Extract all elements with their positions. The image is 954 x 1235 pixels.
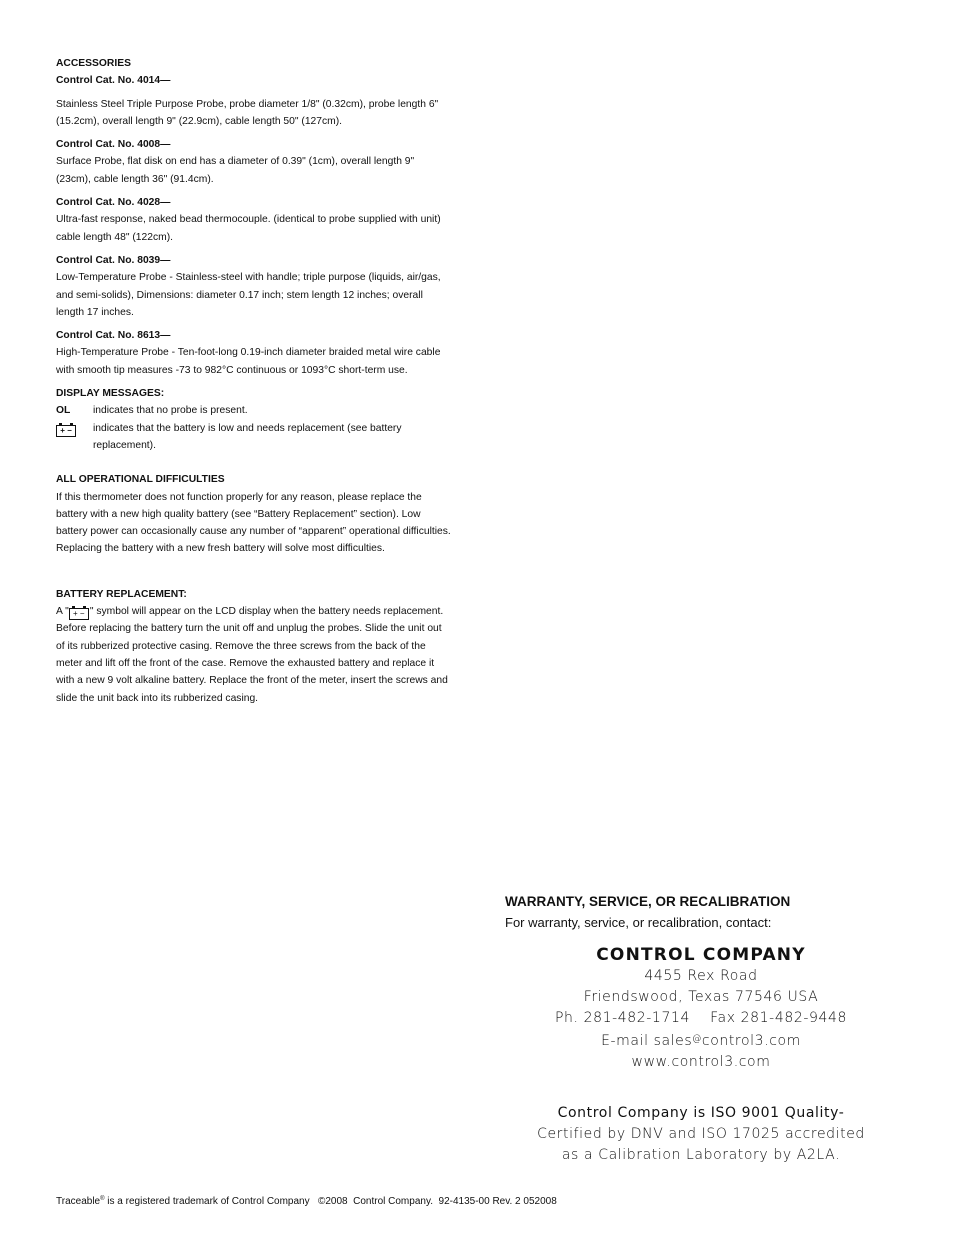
address-line: Friendswood, Texas 77546 USA: [583, 989, 819, 1005]
iso-line: Certified by DNV and ISO 17025 accredited: [537, 1126, 865, 1142]
cat-8613-desc-line: High-Temperature Probe - Ten-foot-long 0.19-inch diameter braided metal wire cable: [56, 347, 441, 359]
cat-4028-label: Control Cat. No. 4028—: [56, 197, 171, 209]
cat-4008-desc-line: Surface Probe, flat disk on end has a diameter of 0.39" (1cm), overall length 9": [56, 156, 415, 168]
cat-8039-desc-line: Low-Temperature Probe - Stainless-steel with handle; triple purpose (liquids, air/gas,: [56, 272, 441, 284]
battery-text: indicates that the battery is low and needs replacement (see battery: [93, 422, 402, 434]
cat-4028-desc-line: cable length 48" (122cm).: [56, 231, 173, 243]
iso-line: as a Calibration Laboratory by A2LA.: [561, 1147, 841, 1163]
cat-8039-label: Control Cat. No. 8039—: [56, 254, 171, 266]
battery-replacement-line: A " + − " symbol will appear on the LCD display when the battery needs replacement.: [56, 606, 444, 619]
difficulties-line: battery with a new high quality battery (see “Battery Replacement” section). Low: [56, 508, 421, 520]
battery-replacement-heading: BATTERY REPLACEMENT:: [56, 588, 187, 600]
website-link[interactable]: www.control3.com: [631, 1054, 771, 1070]
difficulties-line: If this thermometer does not function properly for any reason, please replace the: [56, 491, 422, 503]
ol-text: indicates that no probe is present.: [93, 405, 248, 417]
battery-text: replacement).: [93, 439, 156, 451]
email-line[interactable]: E-mail sales@control3.com: [601, 1033, 801, 1049]
cat-4008-desc-line: (23cm), cable length 36" (91.4cm).: [56, 173, 214, 185]
footer-trademark: Traceable® is a registered trademark of Control Company ©2008 Control Company. 92-4135-00 Rev. 2 052008: [56, 1196, 557, 1207]
cat-4028-desc-line: Ultra-fast response, naked bead thermocouple. (identical to probe supplied with unit): [56, 214, 441, 226]
battery-replacement-line: slide the unit back into its rubberized casing.: [56, 692, 259, 704]
warranty-section: [505, 892, 905, 1166]
cat-8613-label: Control Cat. No. 8613—: [56, 330, 171, 342]
difficulties-line: battery power can occasionally cause any number of “apparent” operational difficulties.: [56, 526, 451, 538]
warranty-subtext: For warranty, service, or recalibration, contact:: [505, 915, 772, 930]
battery-message-row: [56, 420, 456, 455]
battery-replacement-line: of its rubberized protective casing. Remove the three screws from the back of the: [56, 640, 426, 652]
phone-fax: Ph. 281-482-1714 Fax 281-482-9448: [554, 1010, 848, 1026]
difficulties-line: Replacing the battery with a new fresh battery will solve most difficulties.: [56, 543, 385, 555]
battery-replacement-line: meter and lift off the front of the case. Remove the exhausted battery and replace it: [56, 657, 435, 669]
company-name: CONTROL COMPANY: [596, 945, 806, 965]
cat-8039-desc-line: length 17 inches.: [56, 306, 134, 318]
battery-replacement-line: Before replacing the battery turn the unit off and unplug the probes. Slide the unit out: [56, 623, 442, 635]
cat-8039-desc-line: and semi-solids), Dimensions: diameter 0.17 inch; stem length 12 inches; overall: [56, 289, 423, 301]
address-line: 4455 Rex Road: [644, 968, 758, 984]
cat-8613-desc-line: with smooth tip measures -73 to 982°C continuous or 1093°C short-term use.: [56, 364, 408, 376]
cat-4014-desc-line: Stainless Steel Triple Purpose Probe, probe diameter 1/8" (0.32cm), probe length 6": [56, 98, 439, 110]
left-column: [56, 55, 456, 707]
cat-4014-desc-line: (15.2cm), overall length 9" (22.9cm), cable length 50" (127cm).: [56, 115, 343, 127]
battery-replacement-line: with a new 9 volt alkaline battery. Replace the front of the meter, insert the screws and: [56, 675, 448, 687]
warranty-heading: WARRANTY, SERVICE, OR RECALIBRATION: [505, 894, 791, 909]
battery-icon: + −: [56, 425, 76, 437]
display-messages-heading: DISPLAY MESSAGES:: [56, 388, 165, 400]
ol-message-row: [56, 402, 456, 419]
difficulties-heading: ALL OPERATIONAL DIFFICULTIES: [56, 474, 225, 486]
iso-line: Control Company is ISO 9001 Quality-: [557, 1105, 845, 1121]
accessories-heading: ACCESSORIES: [56, 58, 131, 69]
ol-key: OL: [56, 405, 71, 417]
cat-4008-label: Control Cat. No. 4008—: [56, 139, 171, 151]
cat-4014-label: Control Cat. No. 4014—: [56, 75, 171, 87]
battery-icon: + −: [69, 608, 89, 620]
